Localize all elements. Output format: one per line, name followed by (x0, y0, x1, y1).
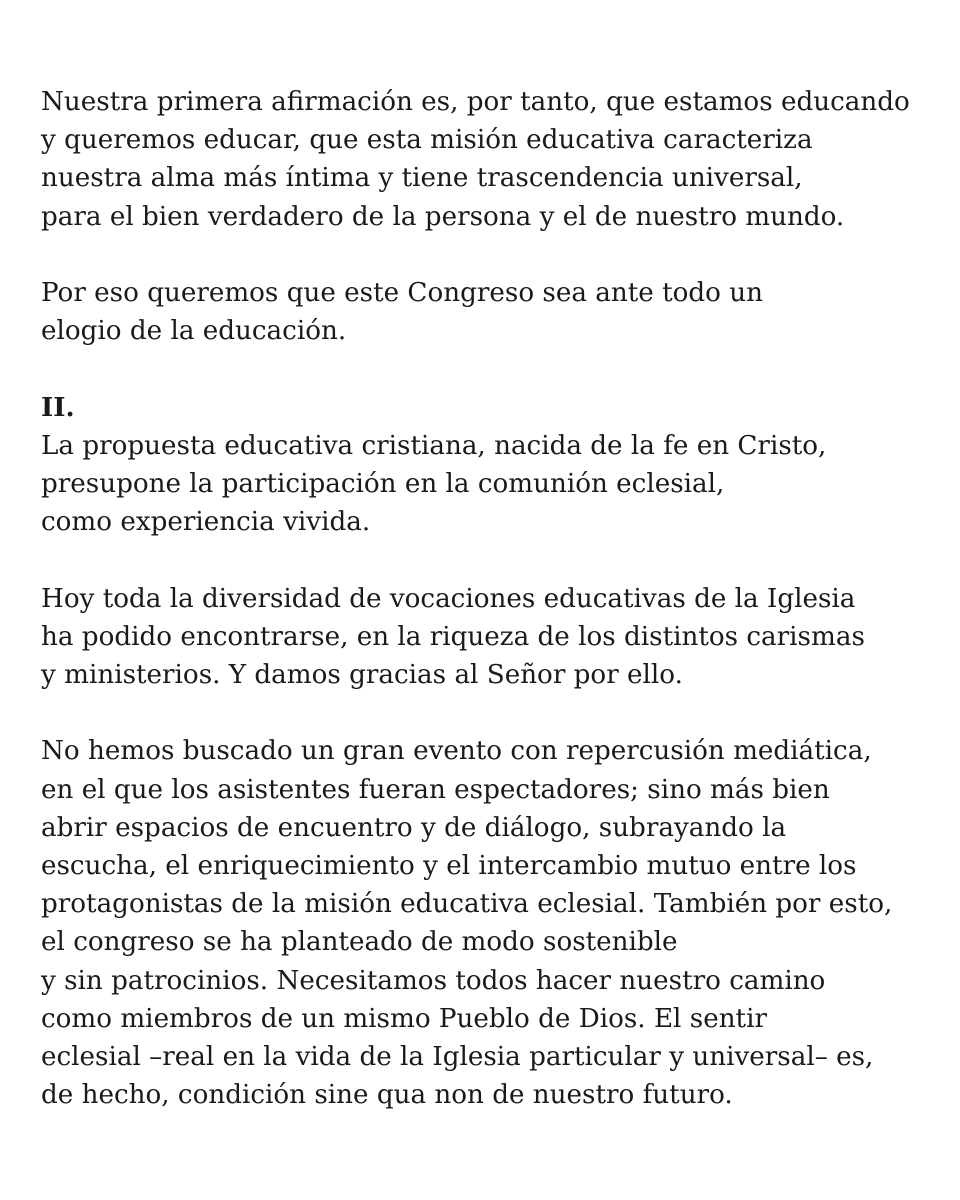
section-heading (41, 389, 946, 427)
text-line: y queremos educar, que esta misión educativa caracteriza (41, 125, 813, 156)
text-line: nuestra alma más íntima y tiene trascendencia universal, (41, 163, 803, 194)
text-line: como experiencia vivida. (41, 507, 371, 538)
text-line: Nuestra primera afirmación es, por tanto, que estamos educando (41, 87, 910, 117)
text-line: y sin patrocinios. Necesitamos todos hacer nuestro camino (41, 965, 826, 996)
text-line: escucha, el enriquecimiento y el intercambio mutuo entre los (41, 851, 857, 881)
paragraph-congress-praise (41, 274, 946, 350)
paragraph-christian-proposal (41, 427, 946, 542)
text-line: Por eso queremos que este Congreso sea ante todo un (41, 278, 763, 308)
text-line: y ministerios. Y damos gracias al Señor por ello. (41, 660, 683, 690)
text-line: elogio de la educación. (41, 316, 347, 347)
text-line: el congreso se ha planteado de modo sostenible (41, 927, 678, 958)
paragraph-encounter-dialogue (41, 732, 946, 1114)
text-line: para el bien verdadero de la persona y el de nuestro mundo. (41, 201, 845, 232)
paragraph-first-affirmation (41, 83, 946, 236)
text-line: La propuesta educativa cristiana, nacida de la fe en Cristo, (41, 430, 827, 461)
text-line: Hoy toda la diversidad de vocaciones educativas de la Iglesia (41, 583, 856, 614)
text-line: como miembros de un mismo Pueblo de Dios. El sentir (41, 1003, 767, 1034)
text-line: de hecho, condición sine qua non de nuestro futuro. (41, 1080, 733, 1111)
text-line: No hemos buscado un gran evento con repercusión mediática, (41, 736, 872, 767)
text-line: eclesial –real en la vida de la Iglesia particular y universal– es, (41, 1042, 874, 1073)
text-line: protagonistas de la misión educativa eclesial. También por esto, (41, 889, 893, 920)
document-page (41, 83, 946, 1153)
paragraph-vocations-diversity (41, 580, 946, 695)
text-line: ha podido encontrarse, en la riqueza de los distintos carismas (41, 621, 865, 652)
section-heading-label: II. (41, 391, 75, 423)
text-line: presupone la participación en la comunión eclesial, (41, 469, 725, 499)
text-line: abrir espacios de encuentro y de diálogo, subrayando la (41, 812, 787, 843)
text-line: en el que los asistentes fueran espectadores; sino más bien (41, 774, 830, 805)
